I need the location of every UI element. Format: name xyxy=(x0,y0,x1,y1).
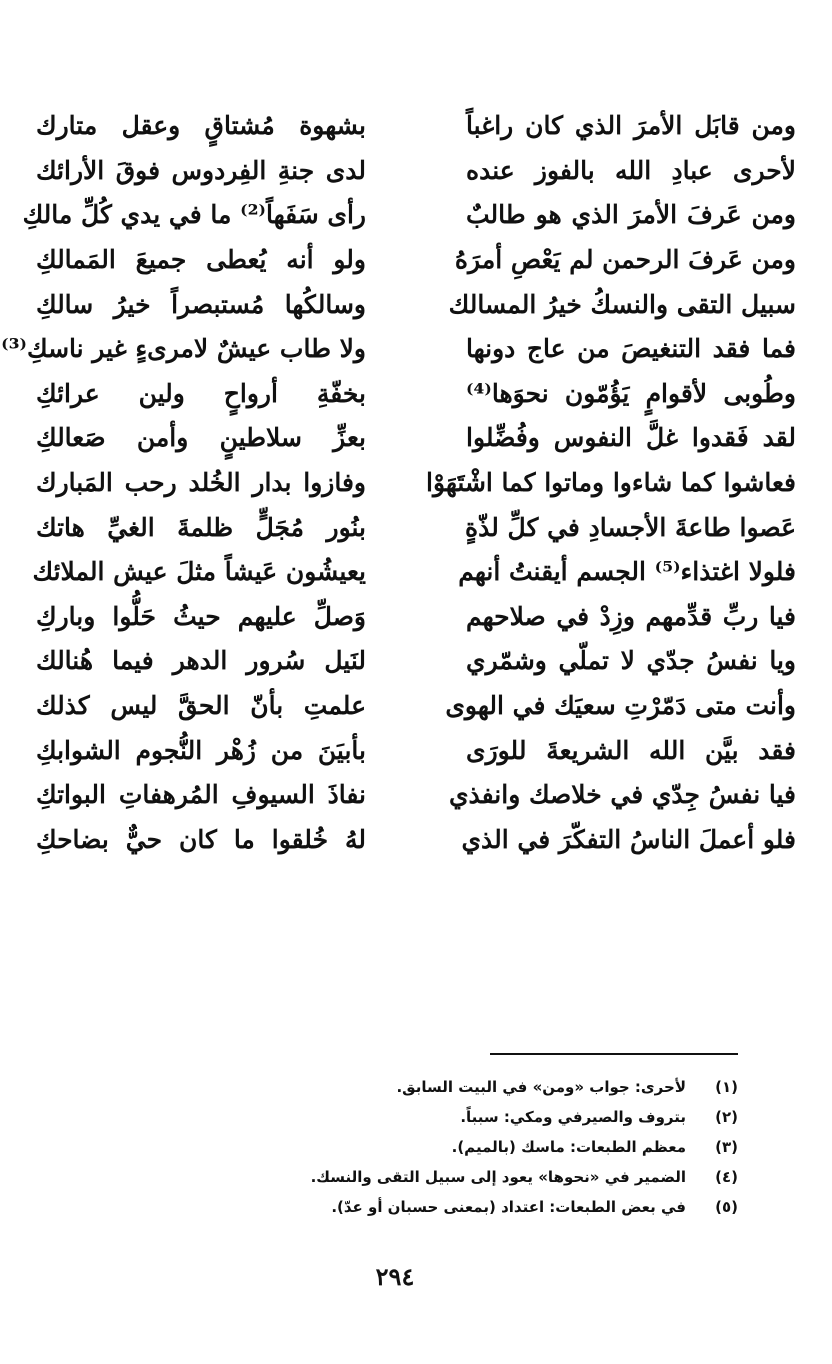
footnote-text: لأحرى: جواب «ومن» في البيت السابق. xyxy=(396,1078,686,1096)
verse-line xyxy=(36,505,796,550)
verse-line xyxy=(36,773,796,818)
verse-second-hemistich: وسالكُها مُستبصراً خيرُ سالكِ xyxy=(36,289,366,319)
verse-first-hemistich: فقد بيَّن الله الشريعةَ للورَى xyxy=(466,735,796,765)
verse-second-hemistich: لدى جنةِ الفِردوس فوقَ الأرائك xyxy=(36,155,366,185)
verse-line xyxy=(36,818,796,863)
footnote-divider xyxy=(490,1053,738,1055)
footnotes xyxy=(218,1072,738,1222)
verse-second-hemistich: ولا طاب عيشٌ لامرىءٍ غير ناسكِ⁽³⁾ xyxy=(1,334,366,364)
verse-second-hemistich: بعزِّ سلاطينٍ وأمن صَعالكِ xyxy=(36,423,366,453)
footnote-number: (٤) xyxy=(715,1168,738,1186)
verse-line xyxy=(36,684,796,729)
verse-first-hemistich: فيا ربِّ قدِّمهم وزِدْ في صلاحهم xyxy=(466,601,796,631)
verse-second-hemistich: بخفّةِ أرواحٍ ولين عرائكِ xyxy=(36,378,366,408)
footnote-text: معظم الطبعات: ماسك (بالميم). xyxy=(451,1138,686,1156)
verse-line xyxy=(32,550,796,595)
verse-second-hemistich: علمتِ بأنّ الحقَّ ليس كذلك xyxy=(36,691,366,721)
footnote-text: الضمير في «نحوها» يعود إلى سبيل التقى والنسك. xyxy=(310,1168,686,1186)
verse-second-hemistich: بشهوة مُشتاقٍ وعقل متارك xyxy=(36,111,366,141)
verse-second-hemistich: نفاذَ السيوفِ المُرهفاتِ البواتكِ xyxy=(36,780,366,810)
footnote xyxy=(218,1102,738,1132)
footnote xyxy=(218,1162,738,1192)
verse-line xyxy=(36,639,796,684)
verse-first-hemistich: فعاشوا كما شاءوا وماتوا كما اشْتَهَوْا xyxy=(426,468,796,498)
verse-first-hemistich: سبيل التقى والنسكُ خيرُ المسالك xyxy=(448,289,796,319)
footnote xyxy=(218,1192,738,1222)
verse-line xyxy=(36,149,796,194)
footnote-number: (٣) xyxy=(715,1138,738,1156)
verse-first-hemistich: فلو أعملَ الناسُ التفكّرَ في الذي xyxy=(461,824,796,854)
footnote-number: (١) xyxy=(715,1078,738,1096)
verse-line xyxy=(36,238,796,283)
verse-second-hemistich: لهُ خُلقوا ما كان حيٌّ بضاحكِ xyxy=(36,824,366,854)
verse-second-hemistich: رأى سَفَهاً⁽²⁾ ما في يدي كُلِّ مالكِ xyxy=(22,200,366,230)
verse-line xyxy=(22,193,796,238)
verse-first-hemistich: ومن قابَل الأمرَ الذي كان راغباً xyxy=(466,111,796,141)
verse-second-hemistich: وفازوا بدار الخُلد رحب المَبارك xyxy=(36,468,366,498)
verse-first-hemistich: عَصوا طاعةَ الأجسادِ في كلِّ لذّةٍ xyxy=(465,512,796,542)
verse-first-hemistich: فلولا اغتذاء⁽⁵⁾ الجسم أيقنتُ أنهم xyxy=(458,557,796,587)
verse-first-hemistich: وأنت متى دَمّرْتِ سعيَك في الهوى xyxy=(445,691,796,721)
footnote-text: بتروف والصيرفي ومكي: سبباً. xyxy=(460,1108,686,1126)
footnote xyxy=(218,1072,738,1102)
verse-second-hemistich: يعيشُون عَيشاً مثلَ عيش الملائك xyxy=(32,557,366,587)
verse-first-hemistich: ويا نفسُ جدّي لا تملّي وشمّري xyxy=(466,646,796,676)
page-number: ٢٩٤ xyxy=(375,1262,415,1291)
verse-second-hemistich: لنَيل سُرور الدهر فيما هُنالك xyxy=(36,646,366,676)
verse-second-hemistich: بنُور مُجَلٍّ ظلمةَ الغيِّ هاتك xyxy=(36,512,366,542)
verse-line xyxy=(36,461,796,506)
verse-line xyxy=(36,372,796,417)
verse-line xyxy=(36,416,796,461)
verse-first-hemistich: لقد فَقدوا غلَّ النفوس وفُضِّلوا xyxy=(466,423,796,453)
verse-line xyxy=(36,728,796,773)
verse-second-hemistich: بأبيَنَ من زُهْر النُّجوم الشوابكِ xyxy=(36,735,366,765)
footnote-number: (٢) xyxy=(715,1108,738,1126)
verse-line xyxy=(1,327,796,372)
verse-first-hemistich: فيا نفسُ جِدّي في خلاصك وانفذي xyxy=(448,780,796,810)
verse-first-hemistich: فما فقد التنغيصَ من عاج دونها xyxy=(466,334,796,364)
poem xyxy=(1,104,796,862)
verse-first-hemistich: ومن عَرفَ الرحمن لم يَعْصِ أمرَهُ xyxy=(454,245,796,275)
verse-line xyxy=(36,282,796,327)
verse-first-hemistich: لأحرى عبادِ الله بالفوز عنده xyxy=(466,155,796,185)
footnote-number: (٥) xyxy=(715,1198,738,1216)
verse-line xyxy=(36,595,796,640)
verse-second-hemistich: ولو أنه يُعطى جميعَ المَمالكِ xyxy=(36,245,366,275)
footnote xyxy=(218,1132,738,1162)
verse-first-hemistich: وطُوبى لأقوامٍ يَؤُمّون نحوَها⁽⁴⁾ xyxy=(466,378,796,408)
verse-second-hemistich: وَصلِّ عليهم حيثُ حَلُّوا وباركِ xyxy=(36,601,366,631)
verse-line xyxy=(36,104,796,149)
verse-first-hemistich: ومن عَرفَ الأمرَ الذي هو طالبٌ xyxy=(466,200,796,230)
footnote-text: في بعض الطبعات: اعتداد (بمعنى حسبان أو عدّ). xyxy=(331,1198,686,1216)
